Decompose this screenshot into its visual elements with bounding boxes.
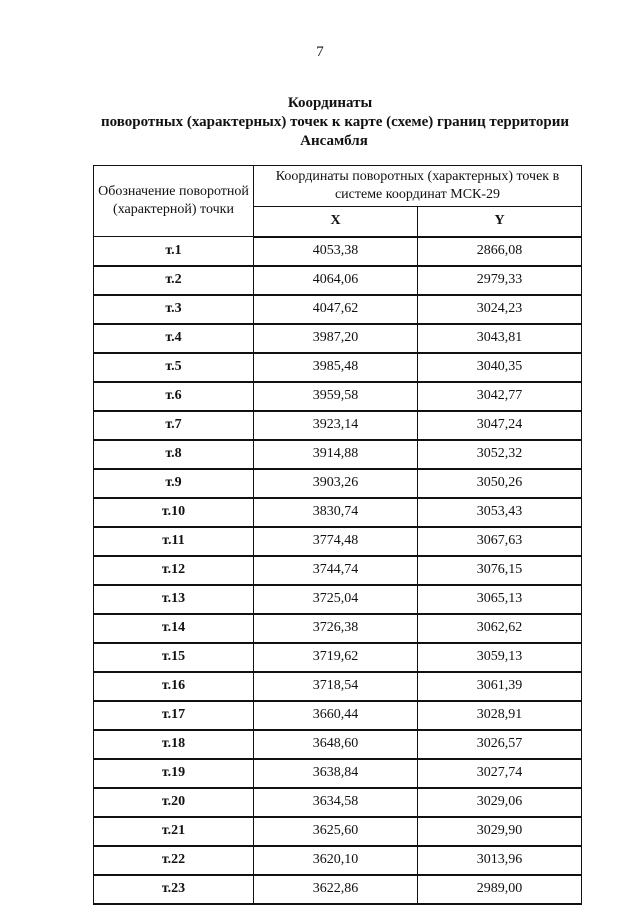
y-cell: 3065,13 <box>418 585 582 614</box>
y-cell: 2989,00 <box>418 875 582 904</box>
x-cell: 3622,86 <box>254 875 418 904</box>
table-row <box>94 382 582 411</box>
table-row <box>94 556 582 585</box>
header-designation: Обозначение поворотной (характерной) точки <box>94 166 254 237</box>
table-row <box>94 266 582 295</box>
table-row <box>94 324 582 353</box>
point-cell: т.14 <box>94 614 254 643</box>
title-line-2: поворотных (характерных) точек к карте (схеме) границ территории <box>101 114 569 130</box>
y-cell: 3029,90 <box>418 817 582 846</box>
y-cell: 3026,57 <box>418 730 582 759</box>
point-cell: т.15 <box>94 643 254 672</box>
header-coordinates: Координаты поворотных (характерных) точек в системе координат МСК-29 <box>254 166 582 207</box>
x-cell: 3744,74 <box>254 556 418 585</box>
point-cell: т.20 <box>94 788 254 817</box>
x-cell: 3923,14 <box>254 411 418 440</box>
y-cell: 3061,39 <box>418 672 582 701</box>
table-row <box>94 295 582 324</box>
table-row <box>94 614 582 643</box>
point-cell: т.19 <box>94 759 254 788</box>
y-cell: 3027,74 <box>418 759 582 788</box>
table-row <box>94 875 582 904</box>
point-cell: т.22 <box>94 846 254 875</box>
point-cell: т.11 <box>94 527 254 556</box>
table-row <box>94 730 582 759</box>
table-row <box>94 788 582 817</box>
table-row <box>94 411 582 440</box>
point-cell: т.8 <box>94 440 254 469</box>
table-row <box>94 672 582 701</box>
x-cell: 3987,20 <box>254 324 418 353</box>
y-cell: 3059,13 <box>418 643 582 672</box>
x-cell: 3725,04 <box>254 585 418 614</box>
y-cell: 3024,23 <box>418 295 582 324</box>
x-cell: 3634,58 <box>254 788 418 817</box>
y-cell: 3052,32 <box>418 440 582 469</box>
x-cell: 4064,06 <box>254 266 418 295</box>
point-cell: т.9 <box>94 469 254 498</box>
point-cell: т.13 <box>94 585 254 614</box>
document-title <box>0 94 640 151</box>
table-row <box>94 846 582 875</box>
point-cell: т.4 <box>94 324 254 353</box>
y-cell: 3076,15 <box>418 556 582 585</box>
header-y: Y <box>418 207 582 237</box>
table-row <box>94 817 582 846</box>
x-cell: 3903,26 <box>254 469 418 498</box>
title-line-1: Координаты <box>287 95 373 111</box>
point-cell: т.21 <box>94 817 254 846</box>
x-cell: 3625,60 <box>254 817 418 846</box>
point-cell: т.17 <box>94 701 254 730</box>
y-cell: 3043,81 <box>418 324 582 353</box>
table-row <box>94 469 582 498</box>
x-cell: 3620,10 <box>254 846 418 875</box>
table-row <box>94 237 582 266</box>
table-body <box>94 237 582 904</box>
point-cell: т.6 <box>94 382 254 411</box>
x-cell: 4053,38 <box>254 237 418 266</box>
coordinates-table <box>93 165 582 905</box>
table-row <box>94 701 582 730</box>
point-cell: т.23 <box>94 875 254 904</box>
x-cell: 3774,48 <box>254 527 418 556</box>
y-cell: 3042,77 <box>418 382 582 411</box>
table-row <box>94 759 582 788</box>
y-cell: 2866,08 <box>418 237 582 266</box>
point-cell: т.1 <box>94 237 254 266</box>
x-cell: 3726,38 <box>254 614 418 643</box>
x-cell: 3830,74 <box>254 498 418 527</box>
point-cell: т.12 <box>94 556 254 585</box>
title-line-3: Ансамбля <box>300 133 368 149</box>
x-cell: 3985,48 <box>254 353 418 382</box>
table-row <box>94 498 582 527</box>
table-row <box>94 440 582 469</box>
x-cell: 3719,62 <box>254 643 418 672</box>
y-cell: 3028,91 <box>418 701 582 730</box>
page-number: 7 <box>316 44 324 60</box>
point-cell: т.5 <box>94 353 254 382</box>
y-cell: 3013,96 <box>418 846 582 875</box>
x-cell: 3660,44 <box>254 701 418 730</box>
point-cell: т.3 <box>94 295 254 324</box>
point-cell: т.18 <box>94 730 254 759</box>
y-cell: 3067,63 <box>418 527 582 556</box>
x-cell: 3914,88 <box>254 440 418 469</box>
point-cell: т.2 <box>94 266 254 295</box>
y-cell: 2979,33 <box>418 266 582 295</box>
x-cell: 4047,62 <box>254 295 418 324</box>
y-cell: 3047,24 <box>418 411 582 440</box>
y-cell: 3053,43 <box>418 498 582 527</box>
x-cell: 3718,54 <box>254 672 418 701</box>
point-cell: т.10 <box>94 498 254 527</box>
y-cell: 3050,26 <box>418 469 582 498</box>
table-row <box>94 353 582 382</box>
table-row <box>94 585 582 614</box>
table-row <box>94 527 582 556</box>
header-x: X <box>254 207 418 237</box>
point-cell: т.7 <box>94 411 254 440</box>
y-cell: 3040,35 <box>418 353 582 382</box>
y-cell: 3062,62 <box>418 614 582 643</box>
point-cell: т.16 <box>94 672 254 701</box>
y-cell: 3029,06 <box>418 788 582 817</box>
x-cell: 3648,60 <box>254 730 418 759</box>
x-cell: 3638,84 <box>254 759 418 788</box>
table-row <box>94 643 582 672</box>
x-cell: 3959,58 <box>254 382 418 411</box>
